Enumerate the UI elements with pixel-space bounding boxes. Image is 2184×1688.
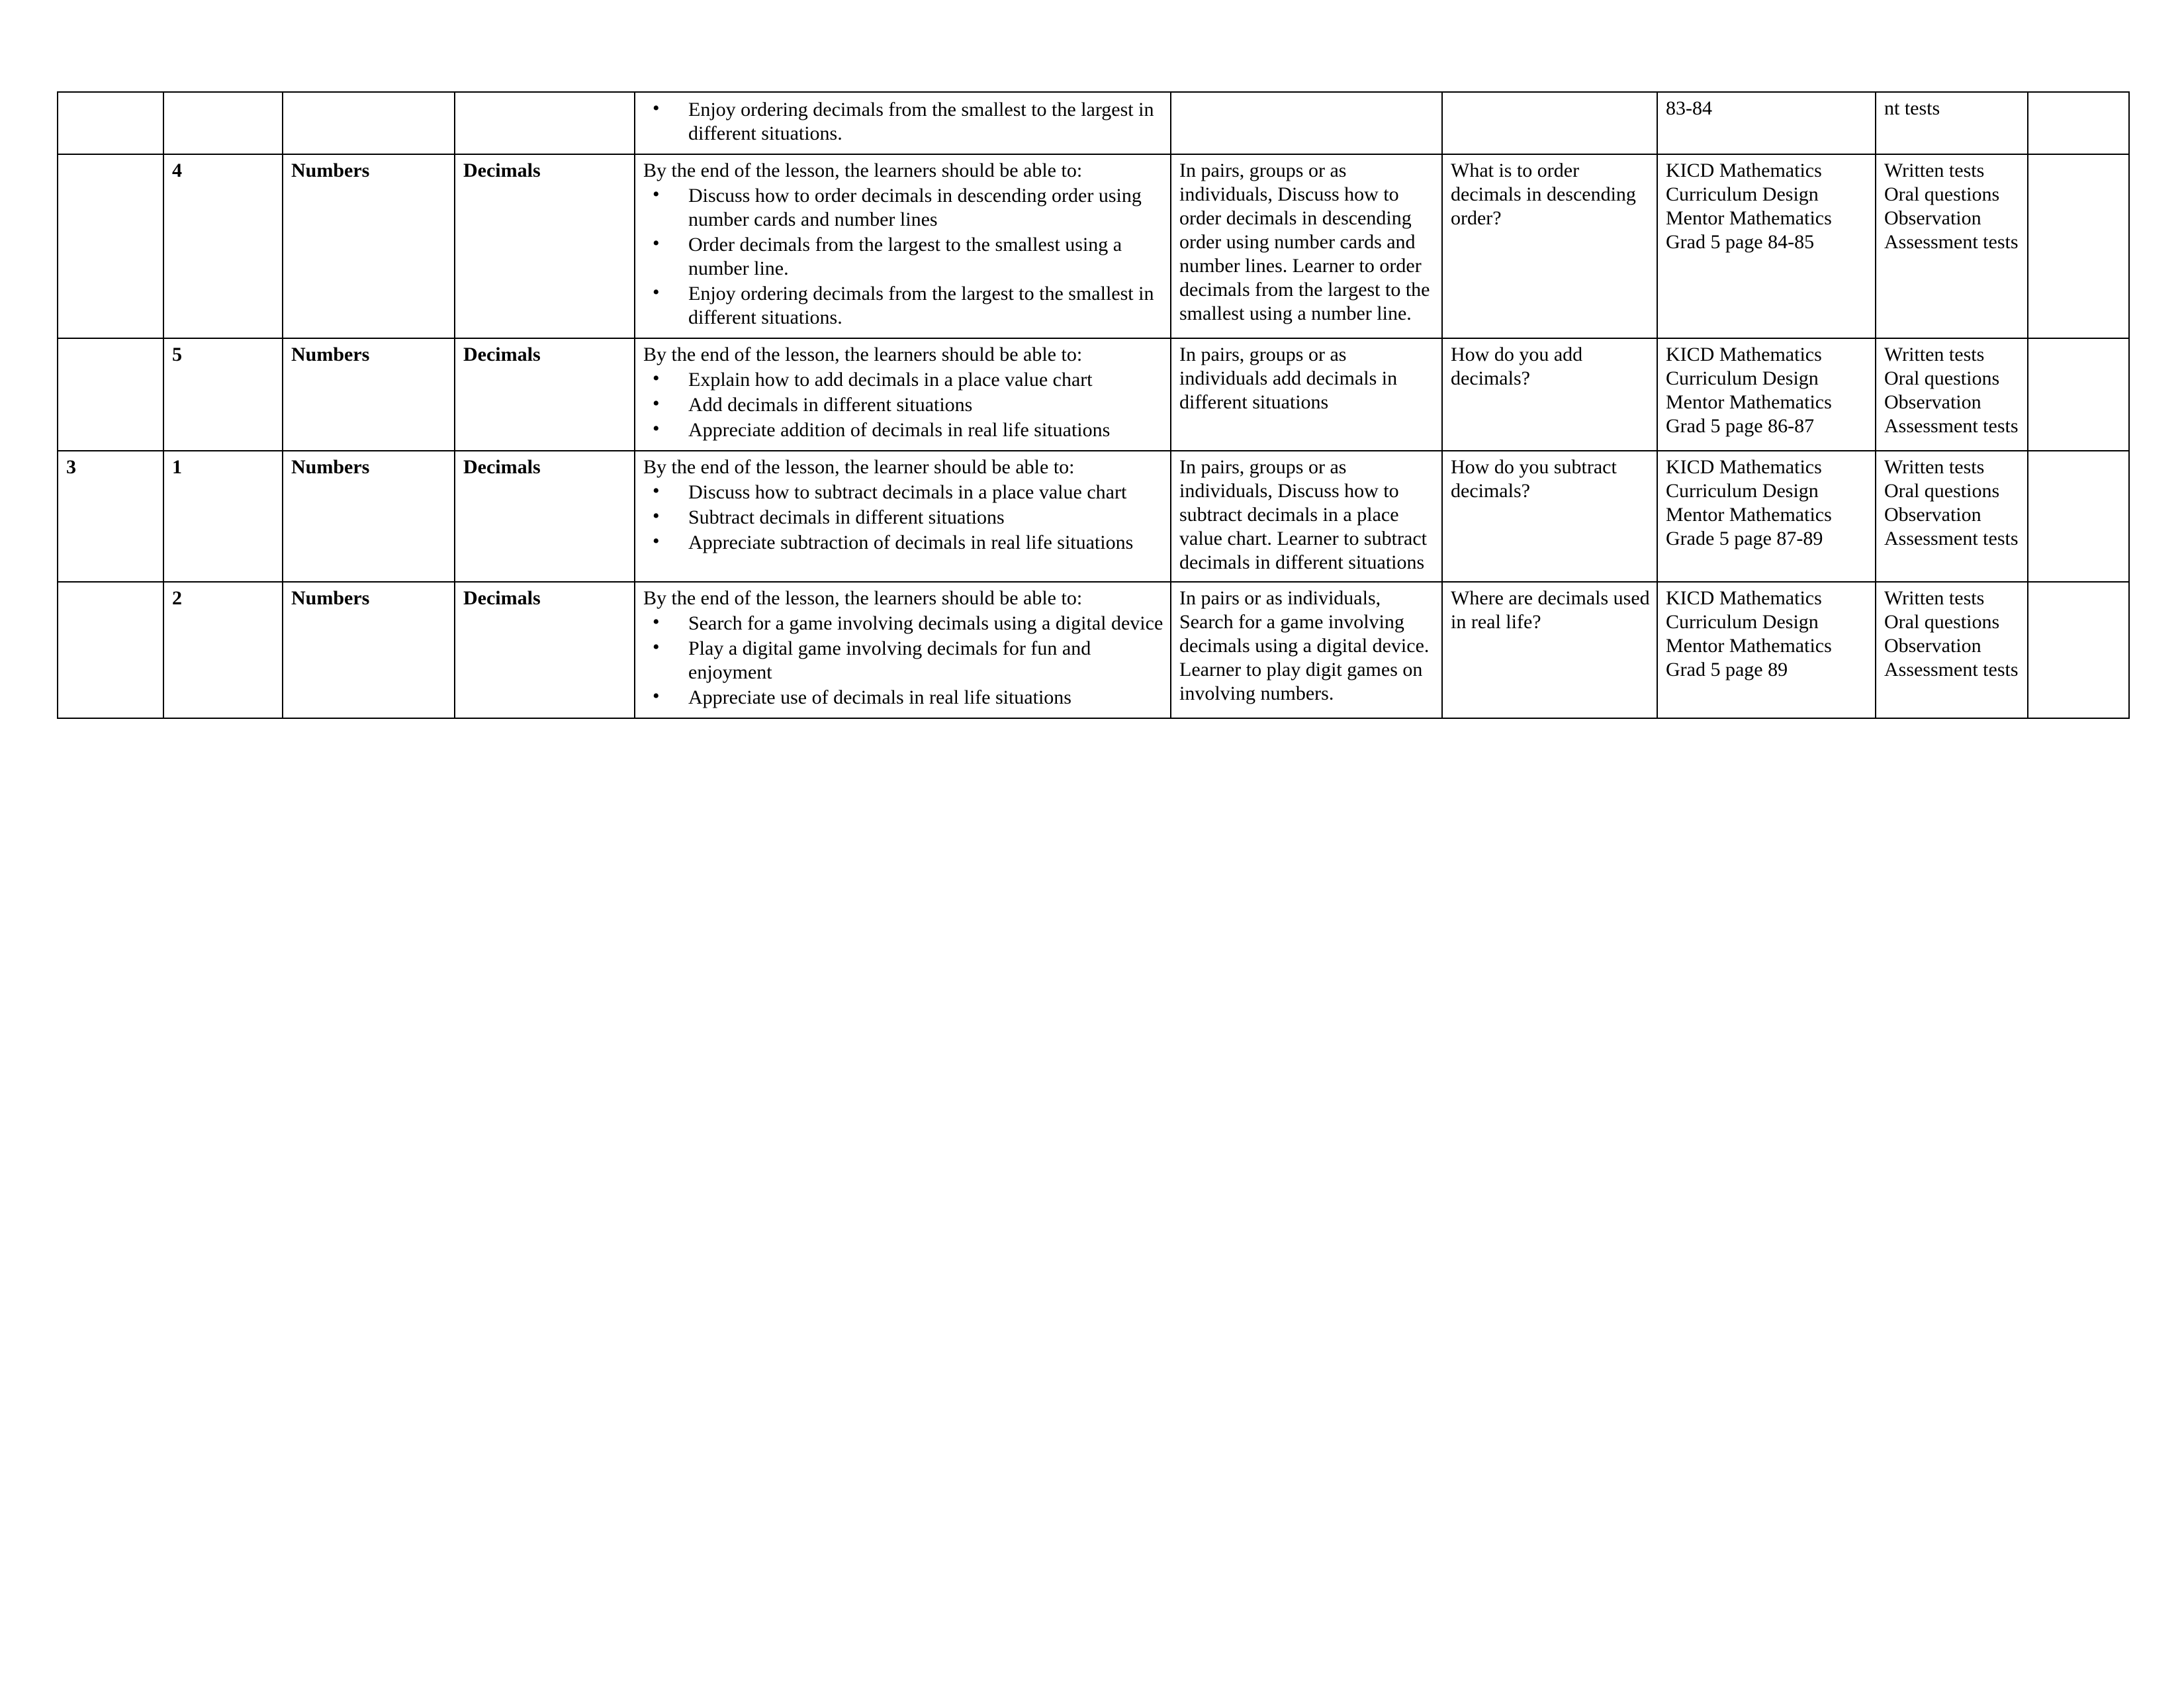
cell-key-inquiry-question: What is to order decimals in descending order?: [1442, 154, 1657, 338]
cell-strand: Numbers: [283, 582, 455, 718]
cell-learning-resources: KICD Mathematics Curriculum Design Mentor Mathematics Grad 5 page 84-85: [1657, 154, 1876, 338]
cell-strand: Numbers: [283, 338, 455, 451]
table-row: [58, 154, 2129, 338]
cell-assessment-methods: Written tests Oral questions Observation Assessment tests: [1876, 154, 2028, 338]
objective-item: • Order decimals from the largest to the smallest using a number line.: [643, 233, 1163, 281]
cell-strand: Numbers: [283, 154, 455, 338]
objective-item: • Appreciate use of decimals in real life situations: [643, 686, 1163, 710]
table-body: [58, 92, 2129, 718]
cell-learning-resources: 83-84: [1657, 92, 1876, 154]
objective-item: • Discuss how to subtract decimals in a place value chart: [643, 481, 1163, 504]
objective-item: • Discuss how to order decimals in descending order using number cards and number lines: [643, 184, 1163, 232]
cell-learning-outcomes: [635, 154, 1171, 338]
cell-key-inquiry-question: Where are decimals used in real life?: [1442, 582, 1657, 718]
cell-week: [58, 582, 163, 718]
objectives-list: [643, 184, 1163, 330]
table-row: [58, 92, 2129, 154]
objective-item: • Add decimals in different situations: [643, 393, 1163, 417]
cell-assessment-methods: Written tests Oral questions Observation Assessment tests: [1876, 338, 2028, 451]
cell-strand: [283, 92, 455, 154]
outcome-lead: By the end of the lesson, the learners should be able to:: [643, 160, 1083, 181]
cell-learning-outcomes: [635, 338, 1171, 451]
cell-learning-experience: In pairs or as individuals, Search for a game involving decimals using a digital device. Learner to play digit games on involving numbers.: [1171, 582, 1442, 718]
objective-item: • Explain how to add decimals in a place value chart: [643, 368, 1163, 392]
objective-item: • Play a digital game involving decimals for fun and enjoyment: [643, 637, 1163, 684]
cell-learning-experience: [1171, 92, 1442, 154]
cell-lesson: 4: [163, 154, 283, 338]
cell-learning-resources: KICD Mathematics Curriculum Design Mentor Mathematics Grad 5 page 89: [1657, 582, 1876, 718]
table-row: [58, 338, 2129, 451]
cell-key-inquiry-question: How do you add decimals?: [1442, 338, 1657, 451]
table-row: [58, 582, 2129, 718]
cell-reflection: [2028, 154, 2129, 338]
cell-learning-experience: In pairs, groups or as individuals, Discuss how to subtract decimals in a place value chart. Learner to subtract decimals in different situations: [1171, 451, 1442, 582]
cell-substrand: Decimals: [455, 582, 635, 718]
cell-learning-outcomes: [635, 92, 1171, 154]
objectives-list: [643, 612, 1163, 710]
cell-substrand: [455, 92, 635, 154]
objective-item: • Subtract decimals in different situations: [643, 506, 1163, 530]
cell-reflection: [2028, 451, 2129, 582]
cell-key-inquiry-question: [1442, 92, 1657, 154]
outcome-lead: By the end of the lesson, the learners should be able to:: [643, 344, 1083, 365]
cell-learning-outcomes: [635, 582, 1171, 718]
objectives-list: [643, 98, 1163, 146]
cell-strand: Numbers: [283, 451, 455, 582]
objectives-list: [643, 481, 1163, 555]
scheme-of-work-table: [57, 91, 2130, 719]
cell-assessment-methods: Written tests Oral questions Observation Assessment tests: [1876, 451, 2028, 582]
cell-key-inquiry-question: How do you subtract decimals?: [1442, 451, 1657, 582]
cell-week: [58, 338, 163, 451]
cell-week: [58, 92, 163, 154]
cell-learning-experience: In pairs, groups or as individuals, Discuss how to order decimals in descending order using number cards and number lines. Learner to order decimals from the largest to the smallest using a number line.: [1171, 154, 1442, 338]
cell-reflection: [2028, 338, 2129, 451]
cell-learning-outcomes: [635, 451, 1171, 582]
cell-lesson: 2: [163, 582, 283, 718]
objectives-list: [643, 368, 1163, 442]
cell-reflection: [2028, 582, 2129, 718]
cell-reflection: [2028, 92, 2129, 154]
cell-learning-resources: KICD Mathematics Curriculum Design Mentor Mathematics Grade 5 page 87-89: [1657, 451, 1876, 582]
cell-substrand: Decimals: [455, 154, 635, 338]
outcome-lead: By the end of the lesson, the learners should be able to:: [643, 587, 1083, 609]
table-row: [58, 451, 2129, 582]
cell-assessment-methods: Written tests Oral questions Observation Assessment tests: [1876, 582, 2028, 718]
cell-learning-resources: KICD Mathematics Curriculum Design Mentor Mathematics Grad 5 page 86-87: [1657, 338, 1876, 451]
objective-item: • Enjoy ordering decimals from the smallest to the largest in different situations.: [643, 98, 1163, 146]
cell-lesson: 5: [163, 338, 283, 451]
cell-lesson: 1: [163, 451, 283, 582]
cell-assessment-methods: nt tests: [1876, 92, 2028, 154]
objective-item: • Appreciate subtraction of decimals in real life situations: [643, 531, 1163, 555]
cell-week: [58, 154, 163, 338]
cell-learning-experience: In pairs, groups or as individuals add decimals in different situations: [1171, 338, 1442, 451]
cell-lesson: [163, 92, 283, 154]
objective-item: • Appreciate addition of decimals in real life situations: [643, 418, 1163, 442]
outcome-lead: By the end of the lesson, the learner should be able to:: [643, 456, 1075, 478]
objective-item: • Enjoy ordering decimals from the largest to the smallest in different situations.: [643, 282, 1163, 330]
cell-substrand: Decimals: [455, 451, 635, 582]
cell-week: 3: [58, 451, 163, 582]
objective-item: • Search for a game involving decimals using a digital device: [643, 612, 1163, 635]
cell-substrand: Decimals: [455, 338, 635, 451]
